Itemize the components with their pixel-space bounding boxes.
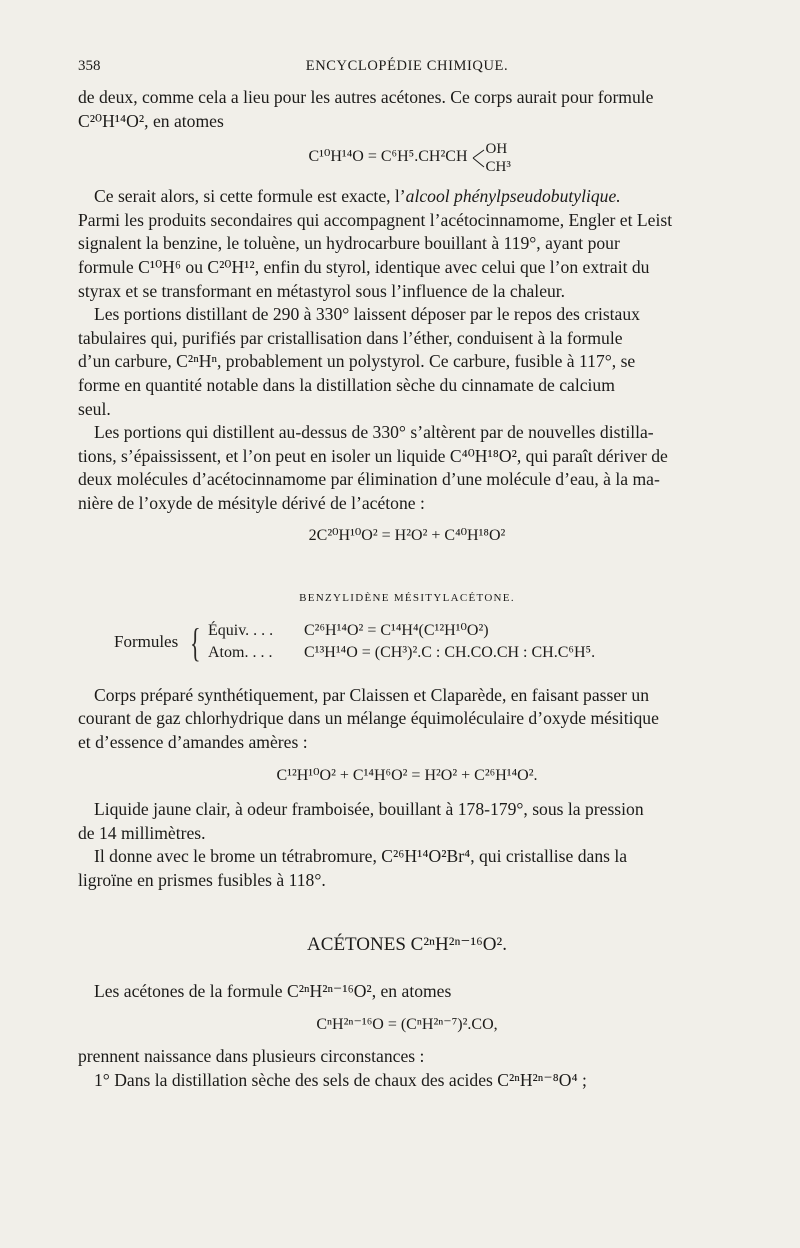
text-line: Il donne avec le brome un tétrabromure, C²⁶H¹⁴O²Br⁴, qui cristallise dans la xyxy=(94,846,628,867)
text-line: Liquide jaune clair, à odeur framboisée, bouillant à 178-179°, sous la pression xyxy=(94,799,644,820)
section-heading: ACÉTONES C²ⁿH²ⁿ⁻¹⁶O². xyxy=(307,933,507,955)
text-line: Les acétones de la formule C²ⁿH²ⁿ⁻¹⁶O², en atomes xyxy=(94,980,452,1001)
text-line: courant de gaz chlorhydrique dans un mélange équimoléculaire d’oxyde mésitique xyxy=(78,708,659,729)
equation-general: CⁿH²ⁿ⁻¹⁶O = (CⁿH²ⁿ⁻⁷)².CO, xyxy=(316,1016,498,1034)
text-line: Les portions distillant de 290 à 330° laissent déposer par le repos des cristaux xyxy=(94,304,640,325)
text-line: tabulaires qui, purifiés par cristallisation dans l’éther, conduisent à la formule xyxy=(78,327,623,348)
equation-synthesis: C¹²H¹⁰O² + C¹⁴H⁶O² = H²O² + C²⁶H¹⁴O². xyxy=(276,767,538,785)
brace-glyph: { xyxy=(190,619,201,665)
text-line: signalent la benzine, le toluène, un hydrocarbure bouillant à 119°, ayant pour xyxy=(78,233,620,254)
text-line: tions, s’épaississent, et l’on peut en isoler un liquide C⁴⁰H¹⁸O², qui paraît dériver de xyxy=(78,445,668,466)
text-line: deux molécules d’acétocinnamome par élimination d’une molécule d’eau, à la ma- xyxy=(78,469,660,490)
text-line: formule C¹⁰H⁶ ou C²⁰H¹², enfin du styrol, identique avec celui que l’on extrait du xyxy=(78,256,650,277)
branch-ch3: CH³ xyxy=(485,158,511,175)
text-span: Ce serait alors, si cette formule est exacte, l’ xyxy=(94,186,406,207)
text-line: d’un carbure, C²ⁿHⁿ, probablement un polystyrol. Ce carbure, fusible à 117°, se xyxy=(78,351,636,372)
italic-term: alcool phénylpseudobutylique. xyxy=(405,186,621,207)
text-line: 1° Dans la distillation sèche des sels de chaux des acides C²ⁿH²ⁿ⁻⁸O⁴ ; xyxy=(94,1069,587,1090)
text-line: seul. xyxy=(78,398,111,419)
running-head: ENCYCLOPÉDIE CHIMIQUE. xyxy=(305,58,509,74)
equation-left: C¹⁰H¹⁴O = C⁶H⁵.CH²CH xyxy=(308,148,468,166)
branch-group xyxy=(472,140,511,176)
formula-row-atom xyxy=(208,644,595,662)
text-line: prennent naissance dans plusieurs circonstances : xyxy=(78,1046,425,1067)
text-line: C²⁰H¹⁴O², en atomes xyxy=(78,110,224,131)
text-line: et d’essence d’amandes amères : xyxy=(78,731,308,752)
page xyxy=(78,52,736,1092)
formula-value: C¹³H¹⁴O = (CH³)².C : CH.CO.CH : CH.C⁶H⁵. xyxy=(304,643,596,661)
text-line: nière de l’oxyde de mésityle dérivé de l’acétone : xyxy=(78,492,425,513)
formules-label: Formules xyxy=(114,631,179,651)
equation-alcohol xyxy=(78,135,736,179)
formula-table xyxy=(78,616,736,672)
formula-key: Atom. . . . xyxy=(208,643,273,661)
text-line: styrax et se transformant en métastyrol sous l’influence de la chaleur. xyxy=(78,280,566,301)
page-number: 358 xyxy=(78,58,101,74)
text-line: Les portions qui distillent au-dessus de 330° s’altèrent par de nouvelles distilla- xyxy=(94,422,654,443)
branch-oh: OH xyxy=(485,140,508,157)
page-header xyxy=(78,52,736,78)
section-title: BENZYLIDÈNE MÉSITYLACÉTONE. xyxy=(299,591,515,604)
equation-oxide: 2C²⁰H¹⁰O² = H²O² + C⁴⁰H¹⁸O² xyxy=(308,526,506,544)
text-line xyxy=(78,185,736,209)
text-line: ligroïne en prismes fusibles à 118°. xyxy=(78,870,326,891)
formula-row-equiv xyxy=(208,620,489,640)
text-line: Parmi les produits secondaires qui accompagnent l’acétocinnamome, Engler et Leist xyxy=(78,209,673,230)
text-line: Corps préparé synthétiquement, par Claissen et Claparède, en faisant passer un xyxy=(94,684,650,705)
text-line: forme en quantité notable dans la distillation sèche du cinnamate de calcium xyxy=(78,374,615,395)
branch-lines xyxy=(472,146,486,170)
formula-key: Équiv. . . . xyxy=(208,621,274,639)
formula-value: C²⁶H¹⁴O² = C¹⁴H⁴(C¹²H¹⁰O²) xyxy=(304,621,489,639)
text-line: de deux, comme cela a lieu pour les autres acétones. Ce corps aurait pour formule xyxy=(78,87,654,107)
text-line: de 14 millimètres. xyxy=(78,822,206,843)
